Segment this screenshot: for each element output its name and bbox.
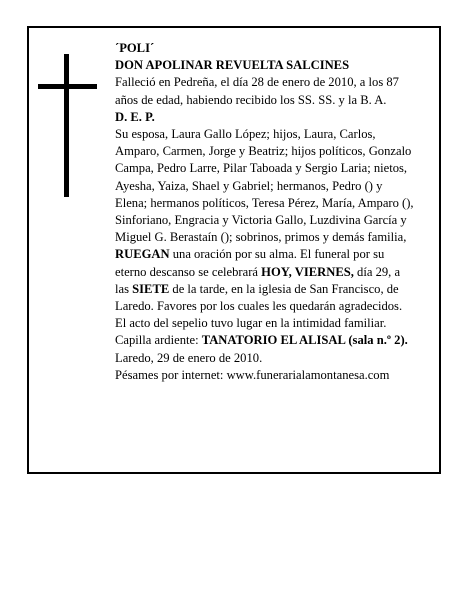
cross-icon bbox=[64, 54, 69, 197]
cross-icon-bar bbox=[38, 84, 97, 89]
funeral-text-1: una oración por su alma. El funeral por su eterno descanso se celebrará bbox=[115, 247, 385, 279]
funeral-text-3: de la tarde, en la iglesia de San Francisco, de Laredo. Favores por los cuales les quedarán agradecidos. El acto del sepelio tuvo lugar en la intimidad familiar. Capilla ardiente: bbox=[115, 281, 403, 348]
wake-location: TANATORIO EL ALISAL (sala n.º 2). bbox=[201, 333, 408, 348]
ruegan-word: RUEGAN bbox=[115, 247, 170, 262]
condolences-link: Pésames por internet: www.funerarialamontanesa.com bbox=[115, 367, 390, 382]
funeral-hour: SIETE bbox=[132, 281, 170, 296]
obituary-content bbox=[115, 40, 415, 384]
funeral-announcement bbox=[115, 246, 415, 349]
rip-abbreviation: D. E. P. bbox=[115, 109, 155, 124]
funeral-day: HOY, VIERNES, bbox=[261, 264, 354, 279]
family-list: Su esposa, Laura Gallo López; hijos, Laura, Carlos, Amparo, Carmen, Jorge y Beatriz; hijos políticos, Gonzalo Campa, Pedro Larre, Pilar Taboada y Sergio Laria; nietos, Ayesha, Yaiza, Shael y Gabriel; hermanos, Pedro () y Elena; hermanos políticos, Teresa Pérez, María, Amparo (), Sinforiano, Engracia y Victoria Gallo, Luzdivina García y Miguel G. Berastaín (); sobrinos, primos y demás familia, bbox=[115, 127, 414, 245]
nickname: ´POLI´ bbox=[115, 41, 155, 55]
deceased-name: DON APOLINAR REVUELTA SALCINES bbox=[115, 58, 350, 73]
funeral-text-2: día 29, a las bbox=[115, 264, 401, 296]
place-date: Laredo, 29 de enero de 2010. bbox=[115, 350, 263, 365]
death-notice: Falleció en Pedreña, el día 28 de enero de 2010, a los 87 años de edad, habiendo recibido los SS. SS. y la B. A. bbox=[115, 75, 399, 107]
